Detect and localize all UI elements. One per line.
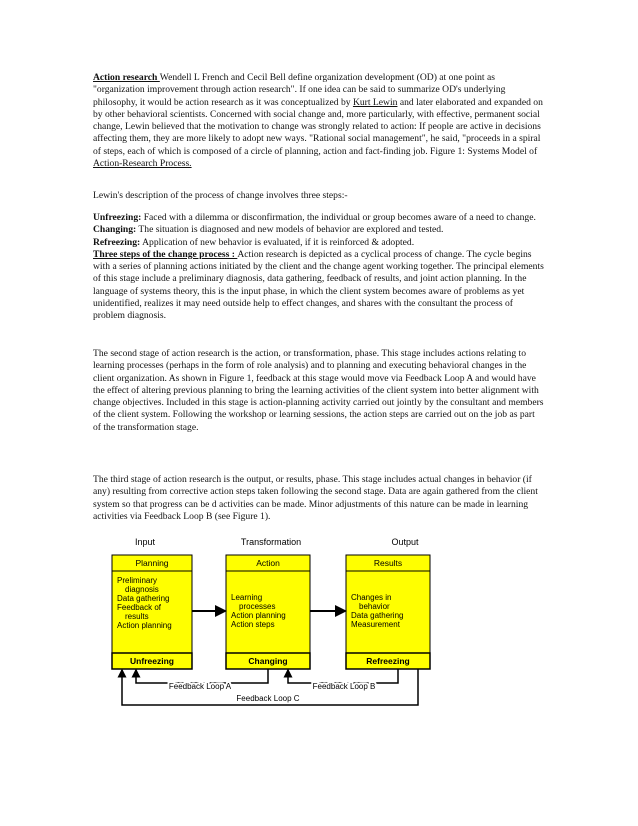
- paragraph-third-stage: The third stage of action research is the output, or results, phase. This stage includes actual changes in behavior (if any) resulting from corrective action steps taken following the second stage. Data are again gathered from the client system so that progress can be d activities can be made. Minor adjustments of this nature can be made in learning activities via Feedback Loop B (see Figure 1).: [93, 474, 538, 522]
- column-output: [346, 555, 430, 669]
- text-refreezing: Application of new behavior is evaluated, if it is reinforced & adopted.: [140, 236, 415, 248]
- paragraph-change-steps: [93, 212, 545, 323]
- feedback-loop-a-line: [136, 669, 268, 683]
- p1-text-b: and later elaborated and expanded on by other behavioral scientists. Concerned with social change and, more particularly, with effective, permanent social change, Lewin believed that the motivation to change was strongly related to action: If people are active in decisions affecting them, they are more likely to adopt new ways. "Rational social management", he said, "proceeds in a spiral of steps, each of which is composed of a circle of planning, action and fact-finding job. Figure 1: Systems Model of: [93, 96, 543, 157]
- figure-action-research-model: [108, 533, 548, 713]
- col2-item: Learning: [231, 593, 263, 602]
- col1-footer: Unfreezing: [130, 656, 174, 666]
- col-header-input: Input: [134, 537, 156, 547]
- paragraph-action-research: [93, 72, 545, 170]
- col3-item: behavior: [359, 602, 390, 611]
- feedback-loop-c-label: Feedback Loop C: [236, 694, 300, 703]
- col-header-transformation: Transformation: [240, 537, 302, 547]
- col3-item: Data gathering: [351, 611, 404, 620]
- label-changing: Changing:: [93, 224, 137, 236]
- feedback-loop-b-line: [288, 669, 398, 683]
- paragraph-lewin-steps: Lewin's description of the process of change involves three steps:-: [93, 190, 348, 201]
- col1-title: Planning: [135, 558, 169, 568]
- link-kurt-lewin[interactable]: Kurt Lewin: [352, 96, 398, 108]
- column-input: [112, 555, 192, 669]
- col3-title: Results: [373, 558, 403, 568]
- p1-text-a: Wendell L French and Cecil Bell define organization development (OD) at one point as "organization improvement through action research". If one idea can be said to summarize OD's underlying philosophy, it would be action research as it was conceptualized by: [93, 72, 506, 108]
- col2-item: Action planning: [231, 611, 286, 620]
- heading-action-research: Action research: [93, 72, 160, 83]
- col1-item: Preliminary: [117, 576, 158, 585]
- text-unfreezing: Faced with a dilemma or disconfirmation, the individual or group becomes aware of a need to change.: [141, 212, 536, 223]
- feedback-loop-b-label: Feedback Loop B: [312, 682, 376, 691]
- col1-item: Feedback of: [117, 603, 162, 612]
- label-three-steps: Three steps of the change process :: [93, 248, 238, 260]
- col1-item: Action planning: [117, 621, 172, 630]
- feedback-loop-a-label: Feedback Loop A: [168, 682, 232, 691]
- link-action-research-process[interactable]: Action-Research Process.: [93, 158, 192, 170]
- col1-item: Data gathering: [117, 594, 170, 603]
- col1-item: results: [125, 612, 149, 621]
- col1-item: diagnosis: [125, 585, 159, 594]
- col-header-output: Output: [391, 537, 419, 547]
- text-changing: The situation is diagnosed and new models of behavior are explored and tested.: [136, 224, 444, 236]
- col2-title: Action: [256, 558, 280, 568]
- label-unfreezing: Unfreezing:: [93, 212, 142, 223]
- col2-item: processes: [239, 602, 276, 611]
- text-three-steps: Action research is depicted as a cyclical process of change. The cycle begins with a series of planning actions initiated by the client and the change agent working together. The principal elements of this stage include a preliminary diagnosis, data gathering, feedback of results, and joint action planning. In the language of systems theory, this is the input phase, in which the client system becomes aware of problems as yet unidentified, realizes it may need outside help to effect changes, and shares with the consultant the process of problem diagnosis.: [93, 248, 544, 322]
- col3-item: Measurement: [351, 620, 400, 629]
- col3-footer: Refreezing: [366, 656, 410, 666]
- paragraph-second-stage: The second stage of action research is the action, or transformation, phase. This stage includes actions relating to learning processes (perhaps in the form of role analysis) and to planning and executing behavioral changes in the client organization. As shown in Figure 1, feedback at this stage would move via Feedback Loop A and would have the effect of altering previous planning to bring the learning activities of the client system into better alignment with change objectives. Included in this stage is action-planning activity carried out jointly by the consultant and members of the client system. Following the workshop or learning sessions, the action steps are carried out on the job as part of the transformation stage.: [93, 348, 544, 433]
- col2-footer: Changing: [248, 656, 288, 666]
- label-refreezing: Refreezing:: [93, 236, 141, 248]
- column-transformation: [226, 555, 310, 669]
- col2-item: Action steps: [231, 620, 275, 629]
- col3-item: Changes in: [351, 593, 392, 602]
